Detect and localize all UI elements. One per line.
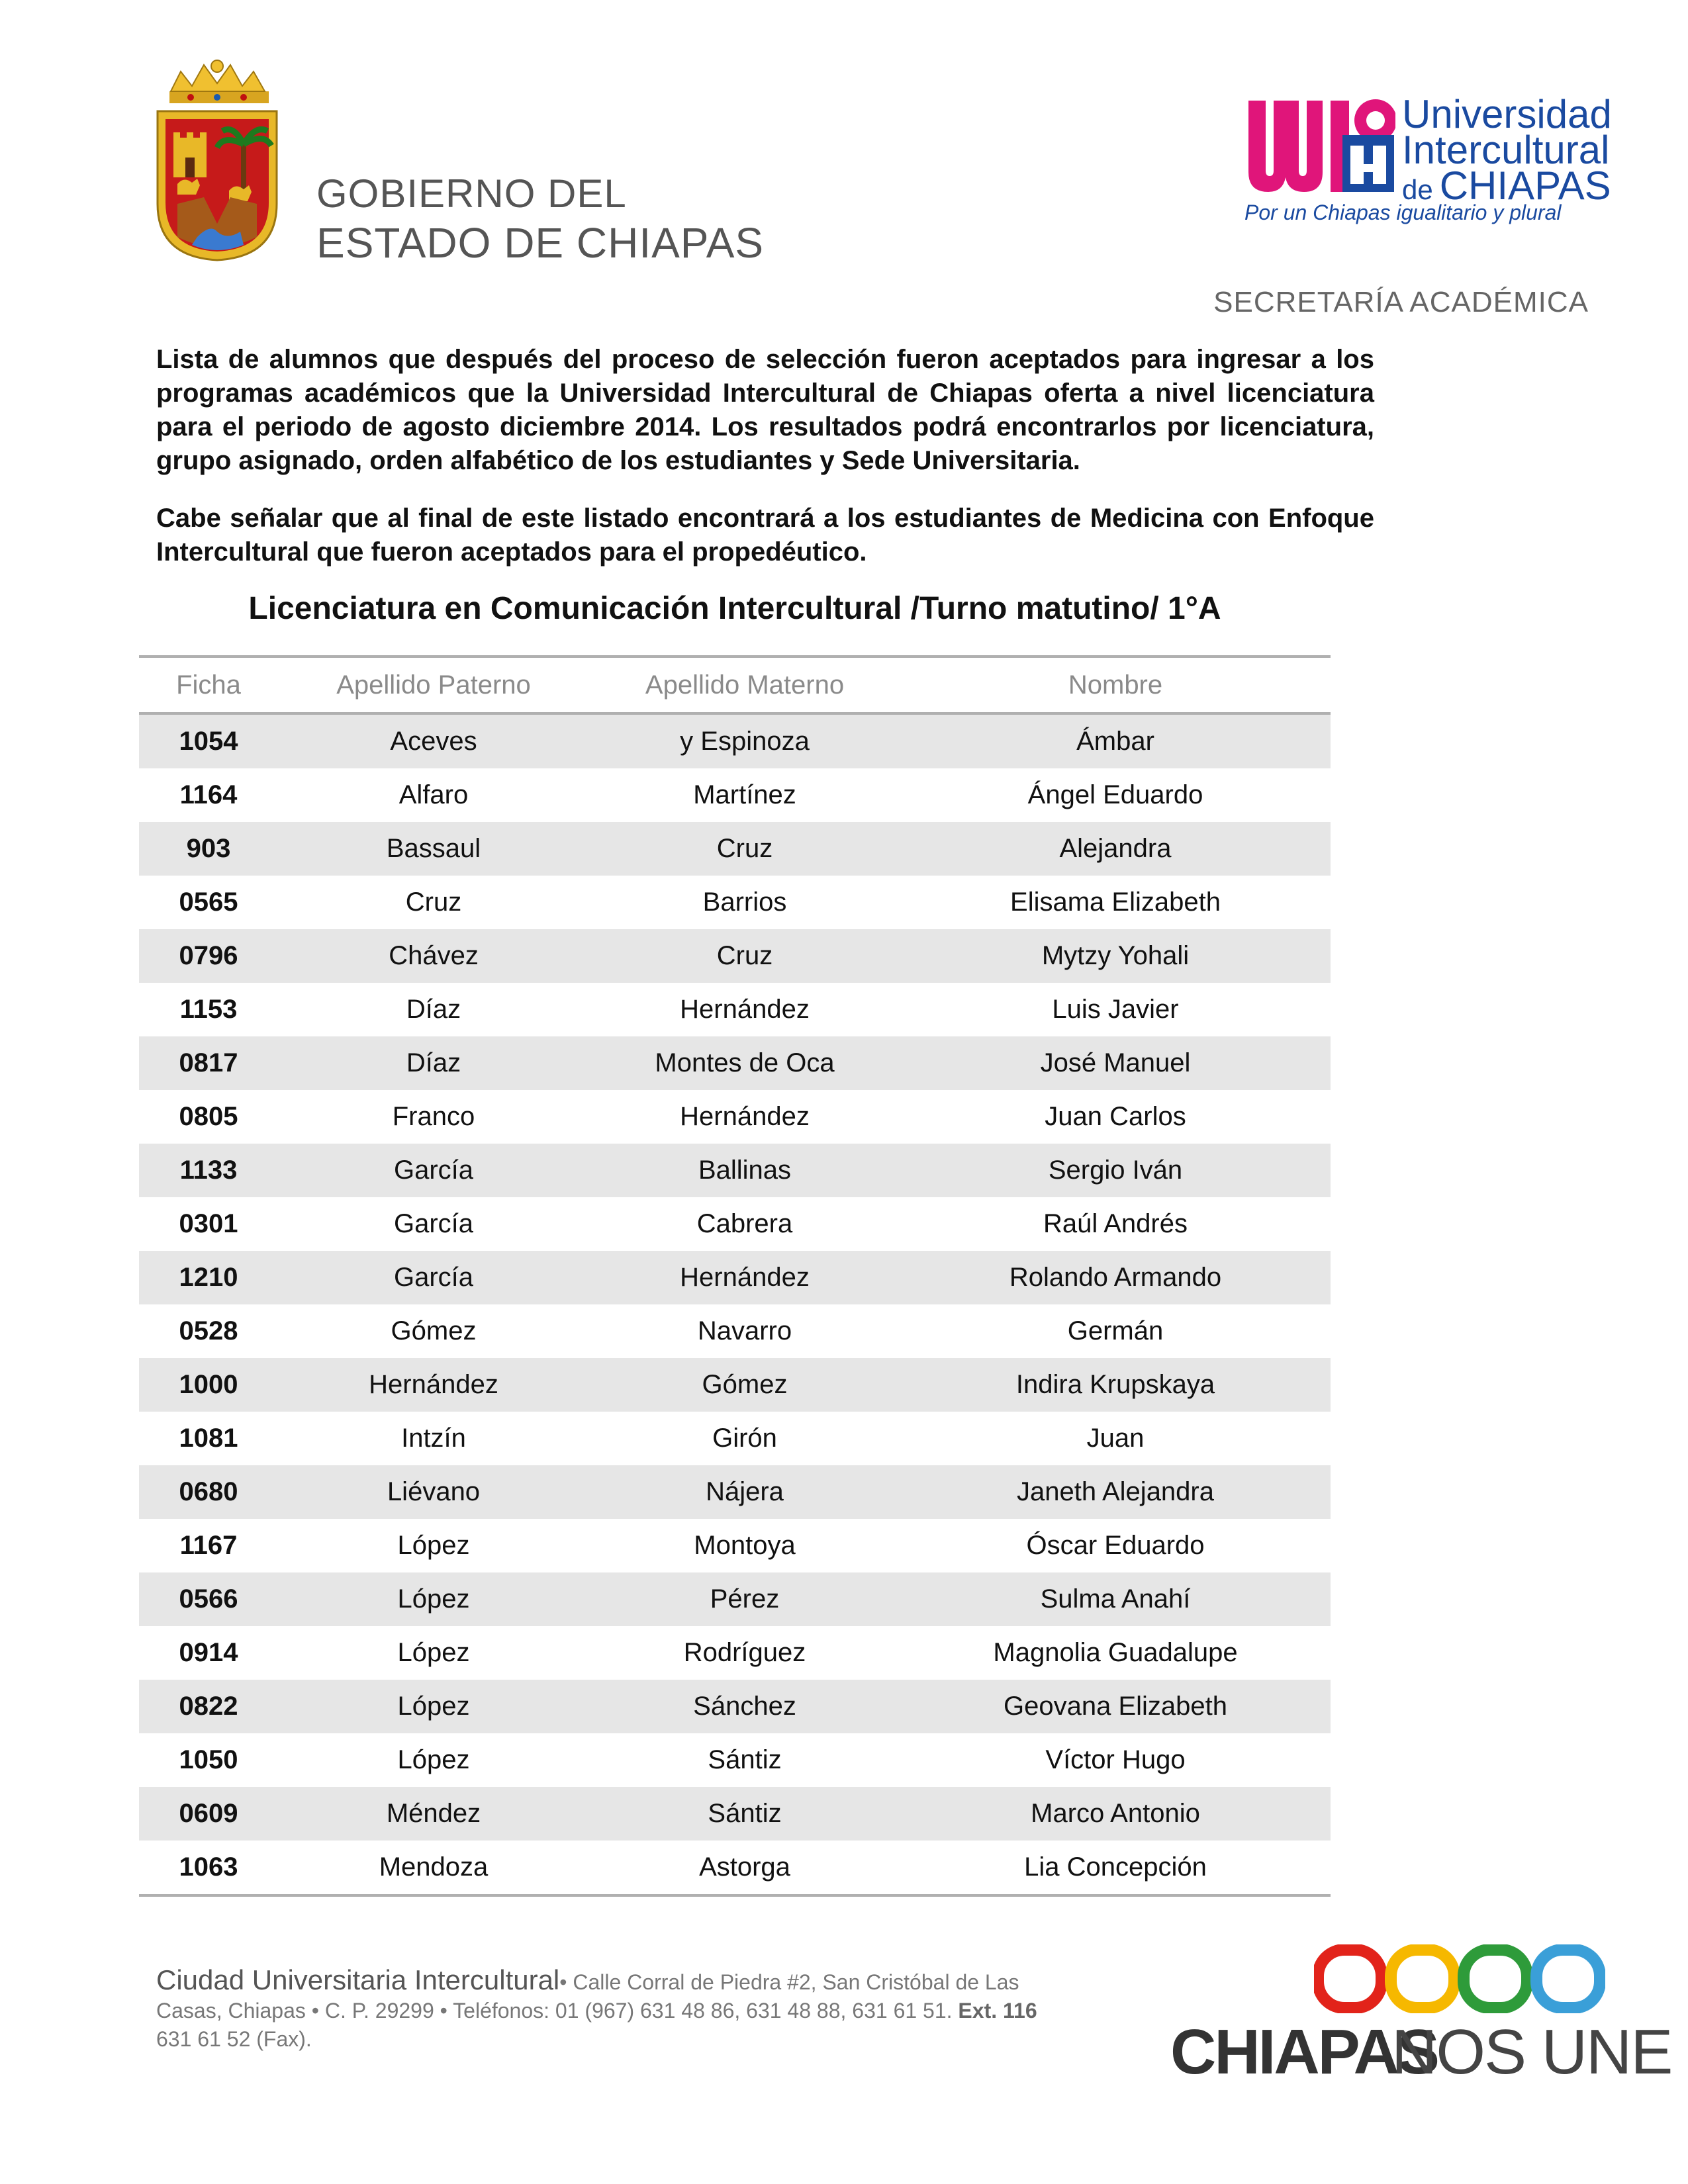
cell-ficha: 1054	[139, 713, 278, 768]
cell-nombre: Óscar Eduardo	[1026, 1531, 1205, 1560]
yellow-ring-icon	[1391, 1950, 1454, 2008]
university-slogan: Por un Chiapas igualitario y plural	[1244, 201, 1562, 224]
university-name-line2: Intercultural	[1402, 128, 1610, 172]
cell-paterno: Alfaro	[399, 780, 469, 809]
cell-paterno: Cruz	[405, 887, 462, 917]
cell-materno: Gómez	[589, 1358, 900, 1412]
cell-nombre: Lia Concepción	[900, 1841, 1331, 1895]
cell-paterno: Intzín	[401, 1424, 466, 1453]
cell-ficha: 0680	[139, 1465, 278, 1519]
cell-ficha: 0609	[139, 1787, 278, 1841]
table-row	[139, 1680, 1331, 1733]
table-row	[139, 768, 1331, 822]
cell-materno: Barrios	[702, 887, 787, 917]
cell-nombre: Ámbar	[900, 713, 1331, 768]
footer-extension: Ext. 116	[958, 1999, 1037, 2023]
cell-ficha: 903	[139, 822, 278, 876]
crown-icon	[169, 60, 269, 103]
cell-nombre: Elisama Elizabeth	[1010, 887, 1221, 917]
cell-ficha: 1133	[139, 1144, 278, 1197]
cell-materno: Nájera	[589, 1465, 900, 1519]
cell-ficha: 0805	[179, 1102, 238, 1131]
chiapas-coat-of-arms	[151, 58, 283, 263]
cell-paterno: García	[278, 1144, 589, 1197]
footer-address-part2: Casas, Chiapas • C. P. 29299 • Teléfonos: 01 (967) 631 48 86, 631 48 88, 631 61 51.	[156, 1999, 953, 2023]
cell-nombre: Germán	[1067, 1316, 1164, 1345]
cell-paterno: López	[397, 1745, 470, 1774]
cell-ficha: 0796	[139, 929, 278, 983]
footer-address-part1: Calle Corral de Piedra #2, San Cristóbal de Las	[567, 1970, 1019, 1994]
red-ring-icon	[1318, 1950, 1382, 2008]
table-row	[139, 1519, 1331, 1572]
university-name-chiapas: CHIAPAS	[1439, 163, 1611, 208]
cell-materno: Pérez	[589, 1572, 900, 1626]
cell-paterno: Chávez	[278, 929, 589, 983]
footer-bullet: •	[559, 1970, 567, 1994]
table-row	[139, 929, 1331, 983]
footer-slogan-nos-une: NOS UNE	[1391, 2017, 1672, 2087]
government-name-line2: ESTADO DE CHIAPAS	[316, 219, 765, 267]
table-title: Licenciatura en Comunicación Intercultural /Turno matutino/ 1°A	[248, 591, 1221, 626]
cell-materno: Astorga	[589, 1841, 900, 1895]
cell-nombre: Luis Javier	[1052, 995, 1179, 1024]
cell-materno: y Espinoza	[589, 713, 900, 768]
cell-paterno: García	[278, 1251, 589, 1304]
footer-slogan-chiapas: CHIAPAS	[1170, 2017, 1438, 2087]
cell-ficha: 1167	[179, 1531, 238, 1560]
cell-materno: Girón	[712, 1424, 777, 1453]
table-row	[139, 1733, 1331, 1787]
chiapas-nos-une-rings-logo	[1314, 1944, 1605, 2013]
cell-materno: Montoya	[694, 1531, 796, 1560]
table-row	[139, 1626, 1331, 1680]
blue-ring-icon	[1536, 1950, 1600, 2008]
cell-paterno: Aceves	[278, 713, 589, 768]
cell-nombre: Indira Krupskaya	[900, 1358, 1331, 1412]
column-header-ficha: Ficha	[139, 657, 278, 713]
column-header-nombre: Nombre	[900, 657, 1331, 713]
cell-ficha: 0822	[139, 1680, 278, 1733]
cell-paterno: Liévano	[278, 1465, 589, 1519]
cell-paterno: García	[393, 1209, 474, 1238]
table-row	[139, 713, 1331, 768]
government-name-line1: GOBIERNO DEL	[316, 171, 627, 216]
cell-ficha: 0301	[179, 1209, 238, 1238]
cell-ficha: 1081	[179, 1424, 238, 1453]
cell-materno: Cruz	[589, 929, 900, 983]
cell-paterno: Díaz	[406, 995, 461, 1024]
cell-ficha: 0817	[139, 1036, 278, 1090]
cell-nombre: Alejandra	[900, 822, 1331, 876]
cell-paterno: Hernández	[278, 1358, 589, 1412]
cell-materno: Martínez	[693, 780, 796, 809]
cell-ficha: 0528	[179, 1316, 238, 1345]
column-header-apellido-materno: Apellido Materno	[589, 657, 900, 713]
cell-nombre: Ángel Eduardo	[1027, 780, 1203, 809]
cell-ficha: 1050	[179, 1745, 238, 1774]
footer-campus: Ciudad Universitaria Intercultural	[156, 1964, 560, 1995]
cell-materno: Hernández	[589, 1251, 900, 1304]
cell-materno: Ballinas	[589, 1144, 900, 1197]
lion-icon	[177, 179, 200, 195]
cell-materno: Hernández	[680, 995, 810, 1024]
students-table	[139, 655, 1331, 1897]
table-header-row	[139, 657, 1331, 713]
cell-ficha: 0566	[139, 1572, 278, 1626]
cell-ficha: 0565	[179, 887, 238, 917]
cell-materno: Rodríguez	[683, 1638, 806, 1667]
table-row	[139, 822, 1331, 876]
cell-paterno: López	[397, 1531, 470, 1560]
cell-nombre: Sergio Iván	[900, 1144, 1331, 1197]
cell-nombre: Raúl Andrés	[1043, 1209, 1188, 1238]
cell-ficha: 1164	[179, 780, 238, 809]
cell-nombre: Mytzy Yohali	[900, 929, 1331, 983]
department-title: SECRETARÍA ACADÉMICA	[1213, 286, 1589, 318]
cell-nombre: Víctor Hugo	[1045, 1745, 1186, 1774]
table-row	[139, 1465, 1331, 1519]
cell-nombre: Marco Antonio	[900, 1787, 1331, 1841]
cell-nombre: Magnolia Guadalupe	[993, 1638, 1238, 1667]
intro-paragraph-2: Cabe señalar que al final de este listado encontrará a los estudiantes de Medicina con Enfoque Intercultural que fueron aceptados para el propedéutico.	[156, 504, 1374, 567]
table-row	[139, 1197, 1331, 1251]
cell-nombre: Juan Carlos	[1045, 1102, 1186, 1131]
table-row	[139, 1304, 1331, 1358]
cell-paterno: Gómez	[391, 1316, 477, 1345]
column-header-apellido-paterno: Apellido Paterno	[278, 657, 589, 713]
table-row	[139, 1841, 1331, 1895]
cell-materno: Cruz	[589, 822, 900, 876]
university-name-line1: Universidad	[1402, 92, 1612, 136]
table-row	[139, 1090, 1331, 1144]
university-name-de: de	[1402, 174, 1433, 205]
cell-nombre: Rolando Armando	[900, 1251, 1331, 1304]
footer-fax: 631 61 52 (Fax).	[156, 2027, 312, 2051]
cell-paterno: Méndez	[278, 1787, 589, 1841]
cell-ficha: 1210	[139, 1251, 278, 1304]
footer-address-line2	[156, 1999, 1037, 2023]
cell-paterno: Franco	[392, 1102, 475, 1131]
cell-paterno: López	[278, 1680, 589, 1733]
table-row	[139, 983, 1331, 1036]
cell-paterno: Mendoza	[278, 1841, 589, 1895]
cell-materno: Hernández	[680, 1102, 810, 1131]
green-ring-icon	[1464, 1950, 1527, 2008]
table-row	[139, 1787, 1331, 1841]
university-logo	[1243, 93, 1395, 199]
cell-materno: Sántiz	[708, 1745, 782, 1774]
table-row	[139, 1036, 1331, 1090]
intro-paragraph-1: Lista de alumnos que después del proceso de selección fueron aceptados para ingresar a los programas académicos que la Universidad Intercultural de Chiapas oferta a nivel licenciatura para el periodo de agosto diciembre 2014. Los resultados podrá encontrarlos por licenciatura, grupo asignado, orden alfabético de los estudiantes y Sede Universitaria.	[156, 345, 1374, 475]
cell-nombre: Janeth Alejandra	[900, 1465, 1331, 1519]
table-row	[139, 1412, 1331, 1465]
table-row	[139, 1144, 1331, 1197]
table-row	[139, 876, 1331, 929]
cell-materno: Sánchez	[589, 1680, 900, 1733]
cell-paterno: Bassaul	[278, 822, 589, 876]
cell-materno: Montes de Oca	[589, 1036, 900, 1090]
cell-ficha: 1000	[139, 1358, 278, 1412]
table-row	[139, 1251, 1331, 1304]
cell-ficha: 0914	[179, 1638, 238, 1667]
cell-paterno: Díaz	[278, 1036, 589, 1090]
cell-nombre: Sulma Anahí	[900, 1572, 1331, 1626]
cell-materno: Navarro	[697, 1316, 792, 1345]
cell-nombre: Juan	[1086, 1424, 1145, 1453]
cell-ficha: 1153	[179, 995, 238, 1024]
footer-address-line1	[156, 1964, 1019, 1996]
castle-icon	[173, 132, 207, 177]
cell-nombre: José Manuel	[900, 1036, 1331, 1090]
table-row	[139, 1572, 1331, 1626]
cell-materno: Cabrera	[696, 1209, 793, 1238]
cell-materno: Sántiz	[589, 1787, 900, 1841]
table-row	[139, 1358, 1331, 1412]
cell-paterno: López	[397, 1638, 470, 1667]
cell-paterno: López	[278, 1572, 589, 1626]
cell-nombre: Geovana Elizabeth	[900, 1680, 1331, 1733]
cell-ficha: 1063	[139, 1841, 278, 1895]
